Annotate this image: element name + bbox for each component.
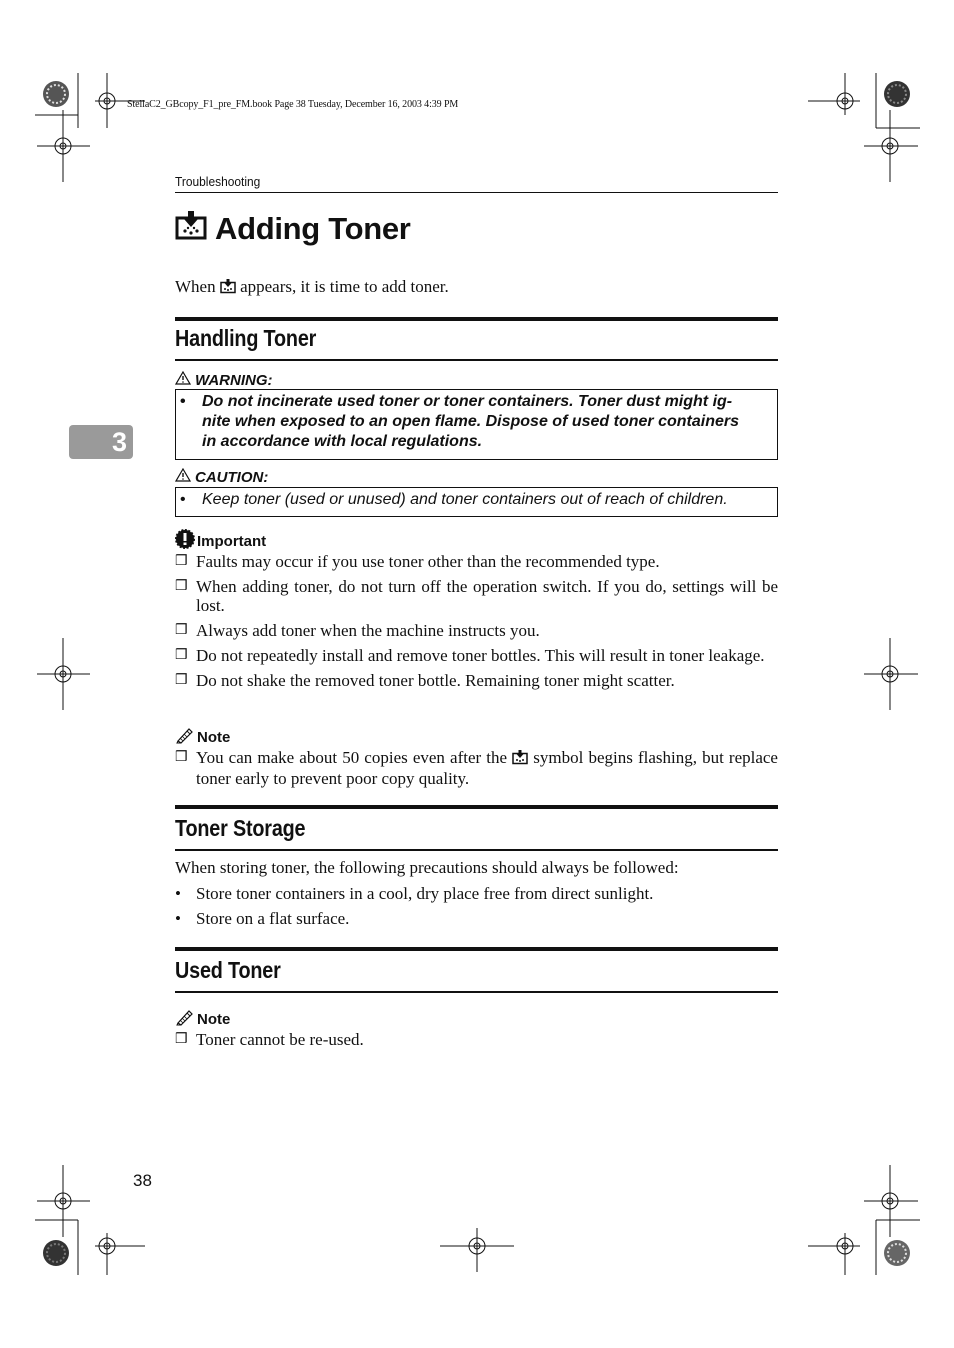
section-rule-top bbox=[175, 805, 778, 809]
pencil-icon bbox=[175, 1008, 195, 1030]
list-item: ❒ When adding toner, do not turn off the operation switch. If you do, settings will be lost. bbox=[175, 577, 778, 615]
section-rule-top bbox=[175, 317, 778, 321]
important-list bbox=[175, 552, 778, 696]
book-info-line: StellaC2_GBcopy_F1_pre_FM.book Page 38 Tuesday, December 16, 2003 4:39 PM bbox=[127, 99, 459, 110]
warning-label: WARNING: bbox=[175, 371, 273, 389]
toner-icon bbox=[512, 749, 528, 769]
list-item: ❒ You can make about 50 copies even after the symbol begins flashing, but replace toner early to prevent poor copy quality. bbox=[175, 748, 778, 788]
toner-icon bbox=[220, 278, 236, 298]
pencil-icon bbox=[175, 726, 195, 748]
caution-box: • Keep toner (used or unused) and toner containers out of reach of children. bbox=[175, 487, 778, 517]
important-label: Important bbox=[175, 529, 266, 553]
page-title bbox=[175, 210, 411, 248]
intro-text: When appears, it is time to add toner. bbox=[175, 277, 449, 296]
warning-triangle-icon bbox=[175, 468, 191, 486]
section-rule-bottom bbox=[175, 849, 778, 851]
caution-label: CAUTION: bbox=[175, 468, 268, 486]
list-item: • Store toner containers in a cool, dry place free from direct sunlight. bbox=[175, 884, 654, 903]
running-head-rule bbox=[175, 192, 778, 193]
heading-toner-storage: Toner Storage bbox=[175, 815, 306, 841]
list-item: ❒ Toner cannot be re-used. bbox=[175, 1030, 364, 1049]
chapter-number: 3 bbox=[112, 427, 128, 457]
caution-text: Keep toner (used or unused) and toner containers out of reach of children. bbox=[202, 491, 728, 508]
list-item: • Store on a flat surface. bbox=[175, 909, 350, 928]
important-icon bbox=[175, 529, 195, 553]
note-label: Note bbox=[175, 1008, 230, 1030]
section-rule-bottom bbox=[175, 991, 778, 993]
note-list bbox=[175, 748, 778, 794]
heading-handling-toner: Handling Toner bbox=[175, 325, 317, 351]
note-label: Note bbox=[175, 726, 230, 748]
list-item: ❒ Do not shake the removed toner bottle. Remaining toner might scatter. bbox=[175, 671, 675, 690]
list-item: ❒ Faults may occur if you use toner other than the recommended type. bbox=[175, 552, 660, 571]
warning-text: Do not incinerate used toner or toner containers. Toner dust might ig- nite when exposed to an open flame. Dispose of used toner containers in accordance with local regulations. bbox=[202, 393, 739, 450]
used-note-list bbox=[175, 1030, 778, 1055]
section-rule-top bbox=[175, 947, 778, 951]
list-item: ❒ Do not repeatedly install and remove toner bottles. This will result in toner leakage. bbox=[175, 646, 765, 665]
section-rule-bottom bbox=[175, 359, 778, 361]
warning-box: • Do not incinerate used toner or toner containers. Toner dust might ig- nite when exposed to an open flame. Dispose of used toner containers in accordance with local regulations. bbox=[175, 389, 778, 460]
list-item: ❒ Always add toner when the machine instructs you. bbox=[175, 621, 540, 640]
page-title-text: Adding Toner bbox=[215, 211, 411, 246]
storage-intro: When storing toner, the following precautions should always be followed: bbox=[175, 858, 679, 877]
running-head: Troubleshooting bbox=[175, 174, 261, 189]
toner-icon bbox=[175, 210, 207, 248]
heading-used-toner: Used Toner bbox=[175, 957, 281, 983]
page-number: 38 bbox=[133, 1171, 152, 1190]
warning-triangle-icon bbox=[175, 371, 191, 389]
storage-bullets bbox=[175, 884, 778, 934]
